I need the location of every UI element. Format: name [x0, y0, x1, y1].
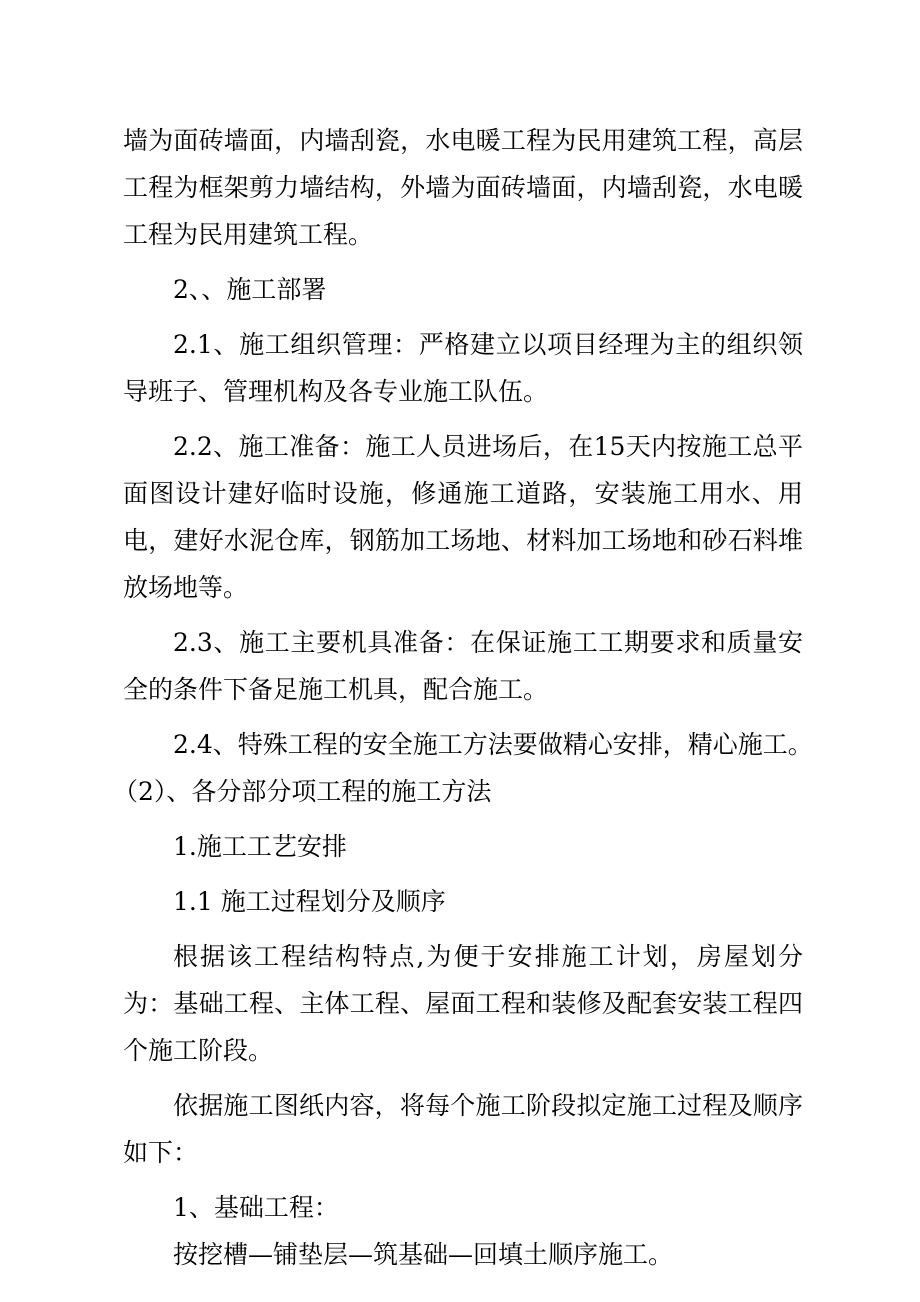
paragraph-organization-management: 2.1、施工组织管理：严格建立以项目经理为主的组织领导班子、管理机构及各专业施工队伍。 [123, 330, 803, 406]
paragraph-construction-stages: 根据该工程结构特点,为便于安排施工计划，房屋划分为：基础工程、主体工程、屋面工程和装修及配套安装工程四个施工阶段。 [123, 942, 803, 1065]
paragraph-special-works-safety: 2.4、特殊工程的安全施工方法要做精心安排，精心施工。 [173, 730, 813, 759]
heading-construction-methods: （2）、各分部分项工程的施工方法 [113, 777, 492, 806]
paragraph-construction-preparation: 2.2、施工准备：施工人员进场后，在15天内按施工总平面图设计建好临时设施，修通施工道路，安装施工用水、用电，建好水泥仓库，钢筋加工场地、材料加工场地和砂石料堆放场地等。 [123, 432, 803, 602]
heading-construction-deployment: 2、、施工部署 [173, 275, 327, 304]
paragraph-machinery-preparation: 2.3、施工主要机具准备：在保证施工工期要求和质量安全的条件下备足施工机具，配合施工。 [123, 628, 803, 704]
heading-process-division-order: 1.1 施工过程划分及顺序 [173, 887, 446, 916]
heading-process-arrangement: 1.施工工艺安排 [173, 832, 347, 861]
heading-foundation-works: 1、基础工程： [173, 1193, 339, 1222]
paragraph-foundation-sequence: 按挖槽—铺垫层—筑基础—回填土顺序施工。 [173, 1240, 674, 1269]
paragraph-continued-walls: 墙为面砖墙面，内墙刮瓷，水电暖工程为民用建筑工程，高层工程为框架剪力墙结构，外墙为面砖墙面，内墙刮瓷，水电暖工程为民用建筑工程。 [123, 126, 803, 249]
document-body [113, 117, 813, 1278]
paragraph-stage-processes: 依据施工图纸内容，将每个施工阶段拟定施工过程及顺序如下： [123, 1091, 803, 1167]
